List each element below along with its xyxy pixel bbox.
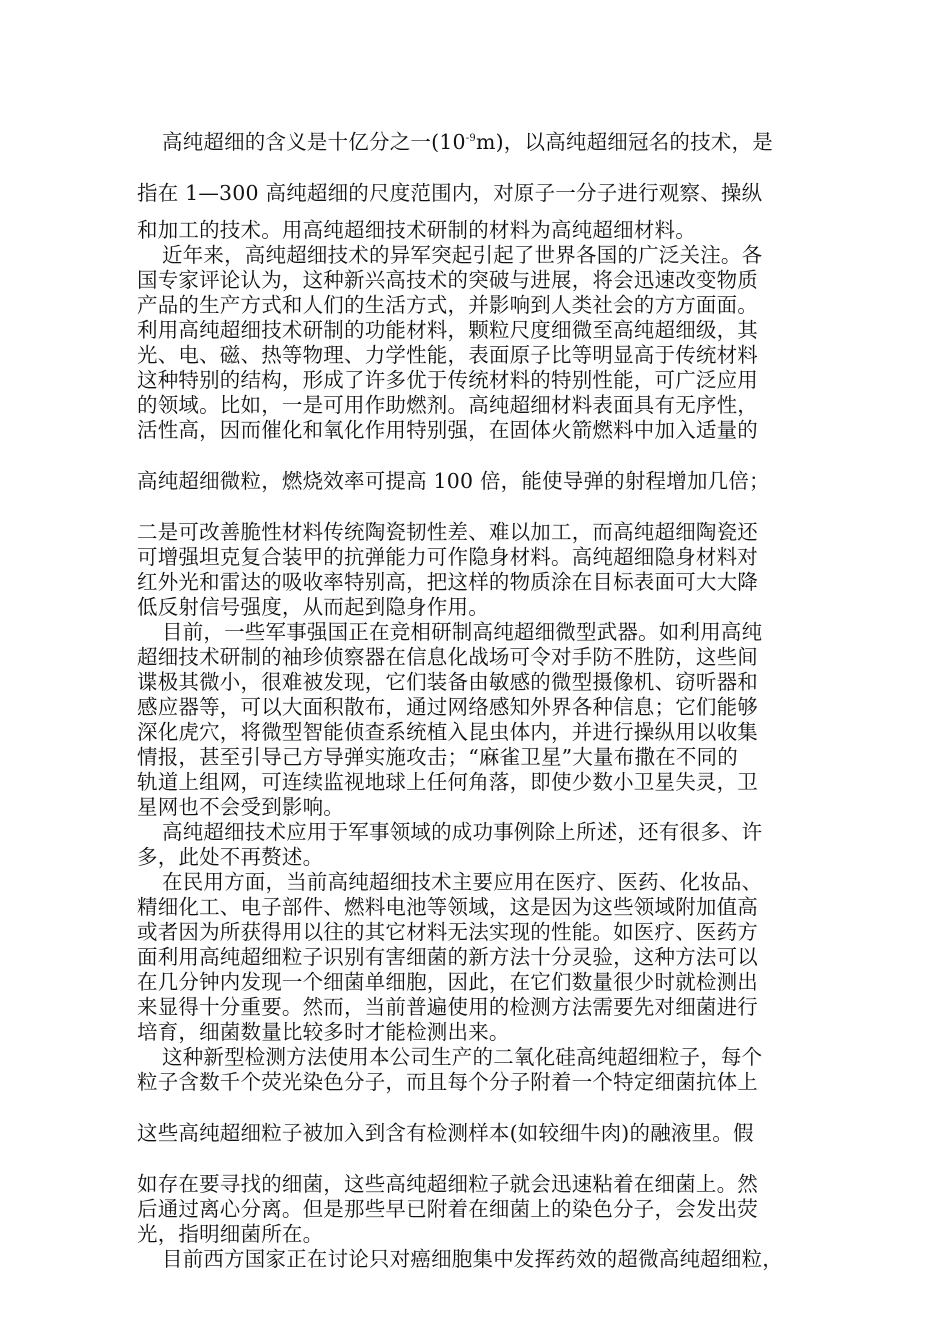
text-line: 后通过离心分离。但是那些早已附着在细菌上的染色分子，会发出荧 (137, 1197, 758, 1221)
text-line: 在几分钟内发现一个细菌单细胞，因此，在它们数量很少时就检测出 (137, 970, 758, 994)
text-line: 这种特别的结构，形成了许多优于传统材料的特别性能，可广泛应用 (137, 368, 758, 392)
text-line: 这种新型检测方法使用本公司生产的二氧化硅高纯超细粒子，每个 (162, 1045, 763, 1069)
text-line: 国专家评论认为，这种新兴高技术的突破与进展，将会迅速改变物质 (137, 268, 758, 292)
text-line: 多，此处不再赘述。 (137, 845, 324, 869)
text-line: 近年来，高纯超细技术的异军突起引起了世界各国的广泛关注。各 (162, 243, 763, 267)
text-line: 在民用方面，当前高纯超细技术主要应用在医疗、医药、化妆品、 (162, 870, 763, 894)
text-line: 光、电、磁、热等物理、力学性能，表面原子比等明显高于传统材料 (137, 343, 758, 367)
text-line: 二是可改善脆性材料传统陶瓷韧性差、难以加工，而高纯超细陶瓷还 (137, 520, 758, 544)
text-line: 超细技术研制的袖珍侦察器在信息化战场可令对手防不胜防，这些间 (137, 645, 758, 669)
text-line: 这些高纯超细粒子被加入到含有检测样本(如较细牛肉)的融液里。假 (137, 1121, 754, 1145)
text-line: 或者因为所获得用以往的其它材料无法实现的性能。如医疗、医药方 (137, 920, 758, 944)
text-line: 光，指明细菌所在。 (137, 1222, 324, 1246)
text-line: 的领域。比如，一是可用作助燃剂。高纯超细材料表面具有无序性， (137, 393, 758, 417)
text-line: 如存在要寻找的细菌，这些高纯超细粒子就会迅速粘着在细菌上。然 (137, 1172, 758, 1196)
text-line: 轨道上组网，可连续监视地球上任何角落，即使少数小卫星失灵，卫 (137, 770, 758, 794)
text-line: 培育，细菌数量比较多时才能检测出来。 (137, 1020, 510, 1044)
text-line: 利用高纯超细技术研制的功能材料，颗粒尺度细微至高纯超细级，其 (137, 318, 758, 342)
text-line: 指在 1—300 高纯超细的尺度范围内，对原子一分子进行观察、操纵 (137, 181, 763, 205)
text-line: 目前西方国家正在讨论只对癌细胞集中发挥药效的超微高纯超细粒， (162, 1247, 783, 1271)
text-line: 情报，甚至引导己方导弹实施攻击；“麻雀卫星”大量布撒在不同的 (137, 745, 738, 769)
text-line: 星网也不会受到影响。 (137, 795, 344, 819)
text-line: 高纯超细微粒，燃烧效率可提高 100 倍，能使导弹的射程增加几倍； (137, 469, 770, 493)
text-line: 高纯超细的含义是十亿分之一$(10^{-9}m)$，以高纯超细冠名的技术，是 (162, 130, 773, 154)
text-line: 和加工的技术。用高纯超细技术研制的材料为高纯超细材料。 (137, 218, 696, 242)
text-line: 精细化工、电子部件、燃料电池等领域，这是因为这些领域附加值高 (137, 895, 758, 919)
text-line: 低反射信号强度，从而起到隐身作用。 (137, 595, 489, 619)
text-line: 红外光和雷达的吸收率特别高，把这样的物质涂在目标表面可大大降 (137, 570, 758, 594)
text-line: 来显得十分重要。然而，当前普遍使用的检测方法需要先对细菌进行 (137, 995, 758, 1019)
text-line: 产品的生产方式和人们的生活方式，并影响到人类社会的方方面面。 (137, 293, 758, 317)
text-line: 活性高，因而催化和氧化作用特别强，在固体火箭燃料中加入适量的 (137, 418, 758, 442)
text-line: 目前，一些军事强国正在竞相研制高纯超细微型武器。如利用高纯 (162, 620, 763, 644)
text-line: 面利用高纯超细粒子识别有害细菌的新方法十分灵验，这种方法可以 (137, 945, 758, 969)
text-line: 感应器等，可以大面积散布，通过网络感知外界各种信息；它们能够 (137, 695, 758, 719)
text-line: 深化虎穴，将微型智能侦查系统植入昆虫体内，并进行操纵用以收集 (137, 720, 758, 744)
text-line: 谍极其微小，很难被发现，它们装备由敏感的微型摄像机、窃听器和 (137, 670, 758, 694)
body-text (137, 130, 859, 1272)
text-line: 可增强坦克复合装甲的抗弹能力可作隐身材料。高纯超细隐身材料对 (137, 545, 758, 569)
text-line: 高纯超细技术应用于军事领域的成功事例除上所述，还有很多、许 (162, 820, 763, 844)
text-line: 粒子含数千个荧光染色分子，而且每个分子附着一个特定细菌抗体上 (137, 1070, 758, 1094)
